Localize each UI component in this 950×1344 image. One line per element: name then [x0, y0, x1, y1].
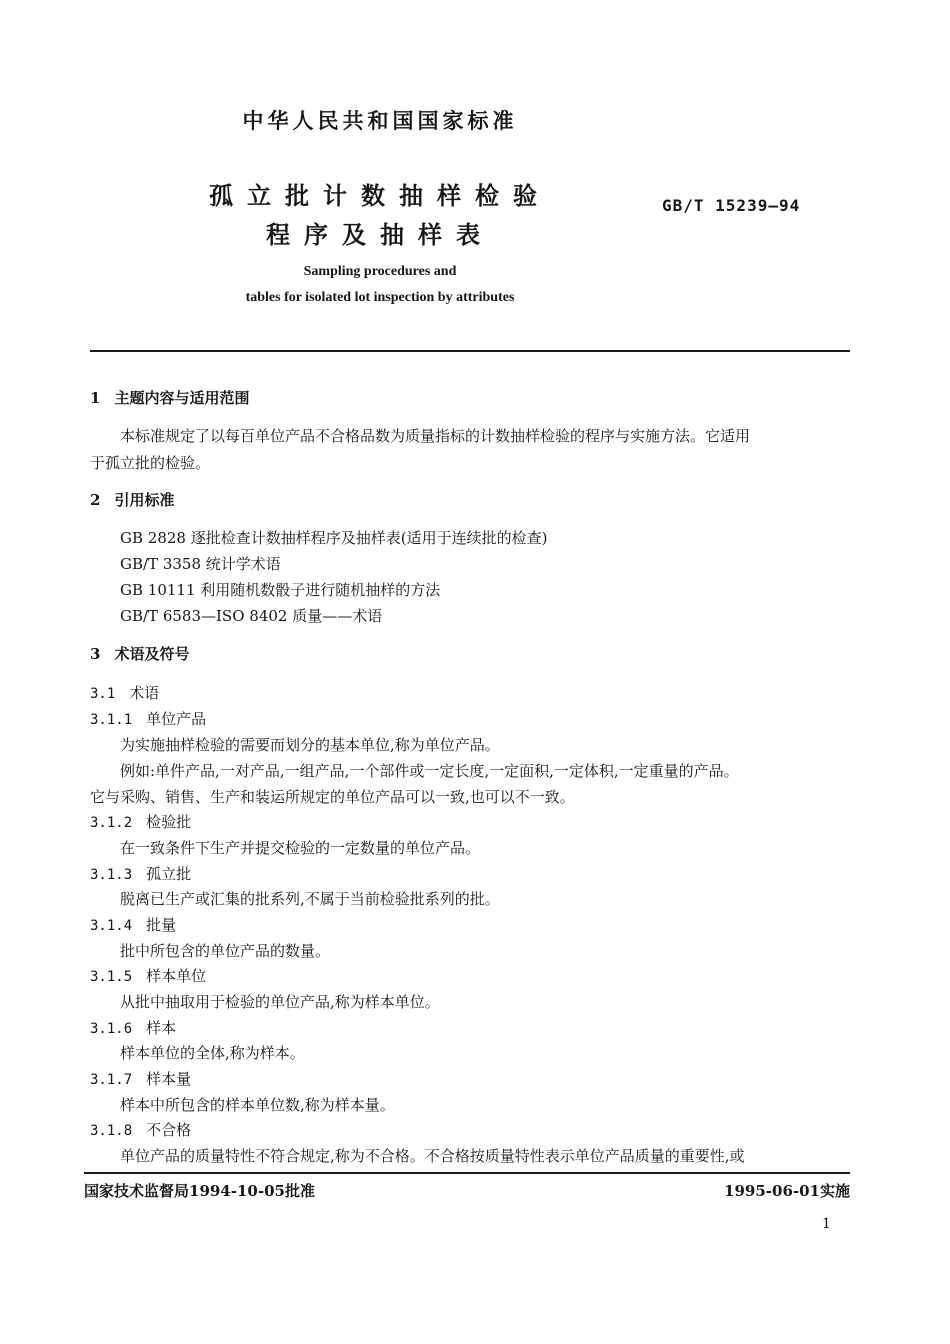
term-title: 孤立批	[146, 865, 192, 883]
term-title: 批量	[146, 916, 177, 934]
term-number: 3.1.7	[90, 1072, 133, 1088]
term-number: 3.1.3	[90, 867, 133, 883]
paragraph-line: 为实施抽样检验的需要而划分的基本单位,称为单位产品。	[120, 736, 500, 754]
paragraph-line: 批中所包含的单位产品的数量。	[120, 942, 331, 960]
section-number: 1	[90, 389, 101, 407]
term-title: 样本单位	[146, 967, 207, 985]
term-3-1-7-heading	[90, 1069, 191, 1090]
title-en-line1: Sampling procedures and	[303, 264, 457, 279]
term-title: 样本量	[146, 1070, 192, 1088]
term-3-1-8-heading	[90, 1120, 191, 1141]
section-title: 引用标准	[114, 491, 175, 509]
title-cn-line1: 孤立批计数抽样检验	[209, 181, 551, 210]
term-number: 3.1.6	[90, 1021, 133, 1037]
standard-code: GB/T 15239—94	[662, 196, 801, 215]
section-3-heading	[90, 644, 189, 664]
reference-item: GB 2828 逐批检查计数抽样程序及抽样表(适用于连续批的检查)	[120, 529, 548, 547]
paragraph-line: 在一致条件下生产并提交检验的一定数量的单位产品。	[120, 839, 481, 857]
paragraph-line: 单位产品的质量特性不符合规定,称为不合格。不合格按质量特性表示单位产品质量的重要性,或	[120, 1147, 745, 1165]
reference-item: GB/T 6583—ISO 8402 质量——术语	[120, 607, 383, 625]
subsection-3-1-heading	[90, 683, 159, 704]
term-number: 3.1.5	[90, 969, 133, 985]
header-divider	[90, 350, 850, 352]
paragraph-line: 于孤立批的检验。	[90, 454, 211, 472]
page-number: 1	[822, 1216, 831, 1232]
standard-org-heading: 中华人民共和国国家标准	[242, 108, 518, 133]
subsection-number: 3.1	[90, 686, 116, 702]
paragraph-line: 脱离已生产或汇集的批系列,不属于当前检验批系列的批。	[120, 890, 500, 908]
title-en-line2: tables for isolated lot inspection by attributes	[245, 290, 515, 305]
term-number: 3.1.2	[90, 815, 133, 831]
term-number: 3.1.8	[90, 1123, 133, 1139]
term-number: 3.1.1	[90, 712, 133, 728]
term-3-1-4-heading	[90, 915, 176, 936]
term-3-1-6-heading	[90, 1018, 176, 1039]
term-3-1-2-heading	[90, 812, 191, 833]
reference-item: GB 10111 利用随机数骰子进行随机抽样的方法	[120, 581, 441, 599]
effective-date: 1995-06-01实施	[724, 1182, 850, 1200]
footer-divider	[84, 1172, 850, 1174]
section-title: 主题内容与适用范围	[114, 389, 250, 407]
term-title: 不合格	[146, 1121, 192, 1139]
paragraph-line: 例如:单件产品,一对产品,一组产品,一个部件或一定长度,一定面积,一定体积,一定重量的产品。	[120, 762, 739, 780]
section-1-heading	[90, 388, 249, 408]
approval-date: 国家技术监督局1994-10-05批准	[84, 1182, 315, 1200]
term-title: 样本	[146, 1019, 177, 1037]
section-title: 术语及符号	[114, 645, 190, 663]
paragraph-line: 样本单位的全体,称为样本。	[120, 1044, 305, 1062]
paragraph-line: 它与采购、销售、生产和装运所规定的单位产品可以一致,也可以不一致。	[90, 788, 575, 806]
section-2-heading	[90, 490, 174, 510]
term-number: 3.1.4	[90, 918, 133, 934]
reference-item: GB/T 3358 统计学术语	[120, 555, 281, 573]
term-3-1-1-heading	[90, 709, 206, 730]
subsection-title: 术语	[129, 684, 160, 702]
term-title: 检验批	[146, 813, 192, 831]
term-3-1-5-heading	[90, 966, 206, 987]
term-3-1-3-heading	[90, 864, 191, 885]
paragraph-line: 样本中所包含的样本单位数,称为样本量。	[120, 1096, 395, 1114]
section-number: 3	[90, 645, 101, 663]
title-cn-line2: 程序及抽样表	[266, 220, 494, 249]
section-number: 2	[90, 491, 101, 509]
paragraph-line: 本标准规定了以每百单位产品不合格品数为质量指标的计数抽样检验的程序与实施方法。它适用	[120, 427, 751, 445]
paragraph-line: 从批中抽取用于检验的单位产品,称为样本单位。	[120, 993, 440, 1011]
term-title: 单位产品	[146, 710, 207, 728]
